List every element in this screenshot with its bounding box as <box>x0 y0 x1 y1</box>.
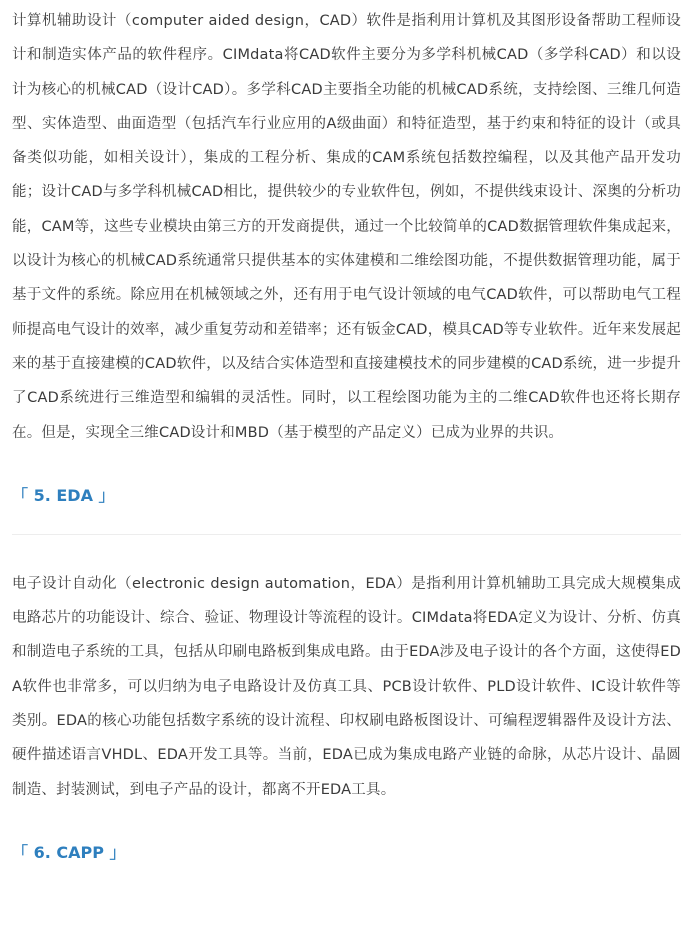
section-heading-eda: 「 5. EDA 」 <box>12 485 115 505</box>
eda-paragraph: 电子设计自动化（electronic design automation，EDA）是指利用计算机辅助工具完成大规模集成电路芯片的功能设计、综合、验证、物理设计等流程的设计。CIMdata将EDA定义为设计、分析、仿真和制造电子系统的工具，包括从印刷电路板到集成电路。由于EDA涉及电子设计的各个方面，这使得EDA软件也非常多，可以归纳为电子电路设计及仿真工具、PCB设计软件、PLD设计软件、IC设计软件等类别。EDA的核心功能包括数字系统的设计流程、印权刷电路板图设计、可编程逻辑器件及设计方法、硬件描述语言VHDL、EDA开发工具等。当前，EDA已成为集成电路产业链的命脉，从芯片设计、晶圆制造、封装测试，到电子产品的设计，都离不开EDA工具。 <box>12 575 681 798</box>
section-divider <box>12 534 681 535</box>
section-heading-capp: 「 6. CAPP 」 <box>12 842 126 862</box>
cad-paragraph: 计算机辅助设计（computer aided design，CAD）软件是指利用计算机及其图形设备帮助工程师设计和制造实体产品的软件程序。CIMdata将CAD软件主要分为多学科机械CAD（多学科CAD）和以设计为核心的机械CAD（设计CAD）。多学科CAD主要指全功能的机械CAD系统，支持绘图、三维几何造型、实体造型、曲面造型（包括汽车行业应用的A级曲面）和特征造型，基于约束和特征的设计（或具备类似功能，如相关设计），集成的工程分析、集成的CAM系统包括数控编程，以及其他产品开发功能；设计CAD与多学科机械CAD相比，提供较少的专业软件包，例如，不提供线束设计、深奥的分析功能，CAM等，这些专业模块由第三方的开发商提供，通过一个比较简单的CAD数据管理软件集成起来，以设计为核心的机械CAD系统通常只提供基本的实体建模和二维绘图功能，不提供数据管理功能，属于基于文件的系统。除应用在机械领域之外，还有用于电气设计领域的电气CAD软件，可以帮助电气工程师提高电气设计的效率，减少重复劳动和差错率；还有钣金CAD，模具CAD等专业软件。近年来发展起来的基于直接建模的CAD软件，以及结合实体造型和直接建模技术的同步建模的CAD系统，进一步提升了CAD系统进行三维造型和编辑的灵活性。同时，以工程绘图功能为主的二维CAD软件也还将长期存在。但是，实现全三维CAD设计和MBD（基于模型的产品定义）已成为业界的共识。 <box>12 13 681 441</box>
